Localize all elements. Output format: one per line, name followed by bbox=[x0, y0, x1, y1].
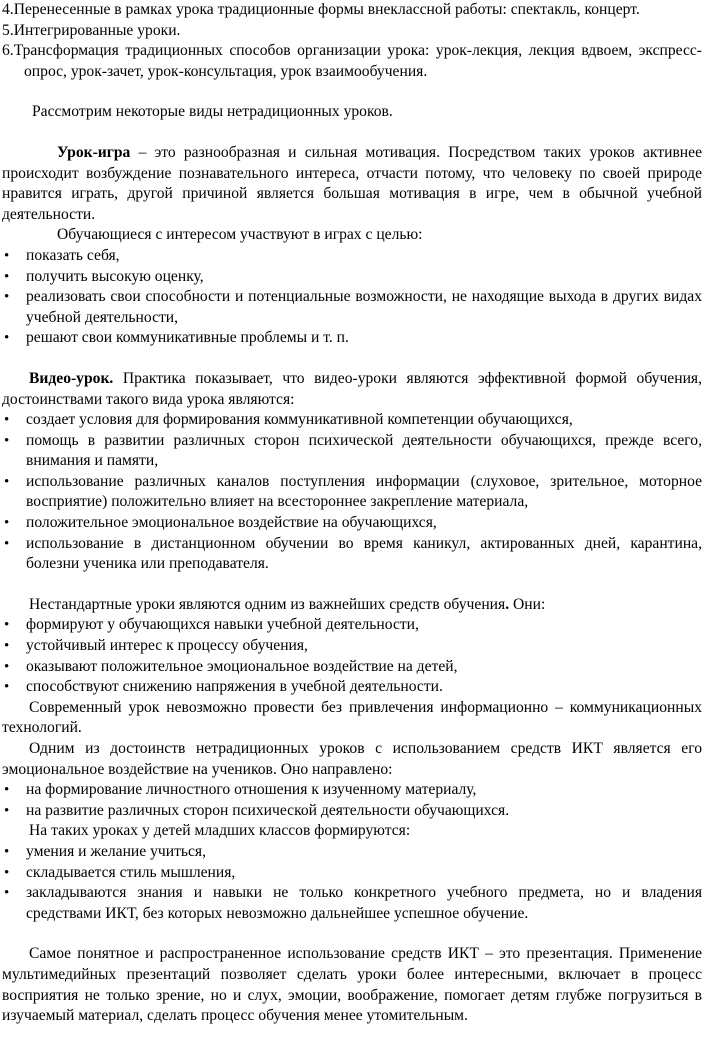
video-text: Практика показывает, что видео-уроки являются эффективной формой обучения, достоинствами такого вида урока являются: bbox=[2, 369, 702, 408]
nonstandard-lead bbox=[2, 595, 702, 616]
numbered-item-6: 6.Трансформация традиционных способов организации урока: урок-лекция, лекция вдвоем, экспресс-опрос, урок-зачет, урок-консультация, урок взаимообучения. bbox=[2, 42, 702, 80]
list-item: • создает условия для формирования коммуникативной компетенции обучающихся, bbox=[2, 410, 702, 431]
list-item: • формируют у обучающихся навыки учебной деятельности, bbox=[2, 615, 702, 636]
ict-paragraph-1: Современный урок невозможно провести без привлечения информационно – коммуникационных технологий. bbox=[2, 698, 702, 737]
list-item: • помощь в развитии различных сторон психической деятельности обучающихся, прежде всего, внимания и памяти, bbox=[2, 431, 702, 472]
nonstandard-lead-dot: . bbox=[505, 595, 510, 613]
ict-bullet-list-1 bbox=[2, 780, 702, 821]
list-item: • использование в дистанционном обучении во время каникул, актированных дней, карантина, болезни ученика или преподавателя. bbox=[2, 534, 702, 575]
list-item: • положительное эмоциональное воздействие на обучающихся, bbox=[2, 513, 702, 534]
ict-paragraph-2: Одним из достоинств нетрадиционных уроков с использованием средств ИКТ является его эмоциональное воздействие на учеников. Оно направлено: bbox=[2, 740, 702, 778]
list-item: • реализовать свои способности и потенциальные возможности, не находящие выхода в других видах учебной деятельности, bbox=[2, 287, 702, 328]
list-item: • на развитие различных сторон психической деятельности обучающихся. bbox=[2, 801, 702, 822]
game-text: – это разнообразная и сильная мотивация. Посредством таких уроков активнее происходит возбуждение познавательного интереса, отчасти потому, что человеку по своей природе нравится играть, другой причиной является большая мотивация в игре, чем в обычной учебной деятельности. bbox=[2, 143, 702, 223]
game-lead: Обучающиеся с интересом участвуют в играх с целью: bbox=[57, 226, 423, 244]
numbered-item-5: 5.Интегрированные уроки. bbox=[2, 21, 181, 39]
ict-bullet-list-2 bbox=[2, 842, 702, 924]
final-paragraph: Самое понятное и распространенное использование средств ИКТ – это презентация. Применение мультимедийных презентаций позволяет сделать уроки более интересными, включает в процесс восприятия не только зрение, но и слух, эмоции, воображение, помогает детям глубже погрузиться в изучаемый материал, сделать процесс обучения менее утомительным. bbox=[2, 945, 702, 1025]
game-term: Урок-игра bbox=[57, 143, 131, 161]
ict-paragraph-3: На таких уроках у детей младших классов формируются: bbox=[29, 822, 411, 840]
video-term: Видео-урок. bbox=[29, 369, 114, 387]
list-item: • складывается стиль мышления, bbox=[2, 863, 702, 884]
list-item: • получить высокую оценку, bbox=[2, 267, 702, 288]
nonstandard-bullet-list bbox=[2, 615, 702, 697]
list-item: • оказывают положительное эмоциональное воздействие на детей, bbox=[2, 657, 702, 678]
numbered-item-4: 4.Перенесенные в рамках урока традиционные формы внеклассной работы: спектакль, концерт. bbox=[2, 1, 640, 18]
list-item: • показать себя, bbox=[2, 246, 702, 267]
game-bullet-list bbox=[2, 246, 702, 349]
list-item: • способствуют снижению напряжения в учебной деятельности. bbox=[2, 677, 702, 698]
nonstandard-lead-tail: Они: bbox=[509, 595, 546, 613]
nonstandard-lead-text: Нестандартные уроки являются одним из важнейших средств обучения bbox=[29, 595, 506, 613]
list-item: • использование различных каналов поступления информации (слуховое, зрительное, моторное восприятие) положительно влияет на всестороннее закрепление материала, bbox=[2, 472, 702, 513]
list-item: • решают свои коммуникативные проблемы и т. п. bbox=[2, 328, 702, 349]
video-paragraph bbox=[2, 369, 702, 410]
list-item: • устойчивый интерес к процессу обучения, bbox=[2, 636, 702, 657]
video-bullet-list bbox=[2, 410, 702, 575]
intro-line: Рассмотрим некоторые виды нетрадиционных уроков. bbox=[32, 103, 393, 121]
list-item: • закладываются знания и навыки не только конкретного учебного предмета, но и владения средствами ИКТ, без которых невозможно дальнейшее успешное обучение. bbox=[2, 883, 702, 924]
game-paragraph bbox=[2, 143, 702, 225]
list-item: • умения и желание учиться, bbox=[2, 842, 702, 863]
list-item: • на формирование личностного отношения к изученному материалу, bbox=[2, 780, 702, 801]
